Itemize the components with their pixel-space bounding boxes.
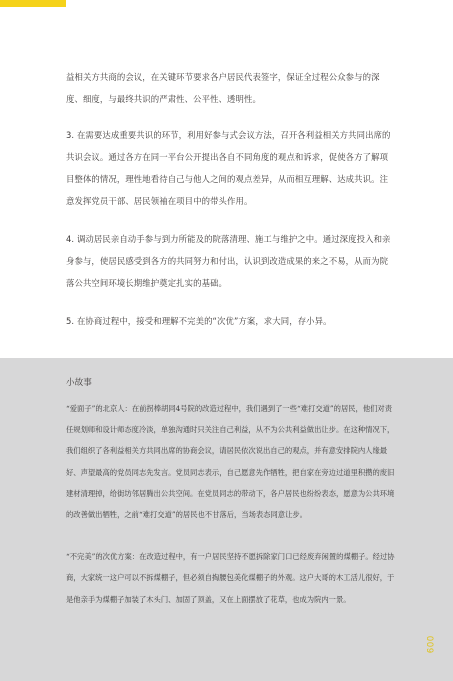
paragraph-item-5: 5. 在协商过程中，接受和理解不完美的“次优”方案，求大同，存小异。 (66, 316, 332, 326)
header-accent-bar (0, 0, 66, 7)
story-panel (0, 358, 453, 681)
paragraph-item-4: 4. 调动居民亲自动手参与到力所能及的院落清理、施工与维护之中。通过深度投入和亲身参与，使居民感受到各方的共同努力和付出，认识到改造成果的来之不易，从而为院落公共空间环境长期维护奠定扎实的基础。 (66, 234, 391, 288)
story-paragraph-2: “不完美”的次优方案：在改造过程中，有一户居民坚持不愿拆除家门口已经废弃闲置的煤棚子。经过协商，大家统一这户可以不拆煤棚子，但必须自掏腰包美化煤棚子的外观。这户大哥的木工活儿很好，于是他亲手为煤棚子加装了木头门、加固了顶盖，又在上面摆放了花草，也成为院内一景。 (66, 552, 395, 604)
story-text (66, 398, 396, 631)
story-title: 小故事 (66, 378, 92, 388)
paragraph-continued: 益相关方共商的会议，在关键环节要求各户居民代表签字，保证全过程公众参与的深度、细度，与最终共识的严肃性、公平性、透明性。 (66, 72, 380, 104)
page-number: 009 (425, 635, 435, 654)
story-paragraph-1: “爱面子”的北京人：在前拐棒胡同4号院的改造过程中，我们遇到了一些“难打交道”的居民，他们对责任规划师和设计师态度冷淡，单独沟通时只关注自己利益，从不为公共利益做出让步。在这种情况下，我们组织了各利益相关方共同出席的协商会议，请居民依次说出自己的观点，并有意安排院内人缘最好、声望最高的党员同志先发言。党员同志表示，自己愿意先作牺牲，把自家在旁边过道里积攒的废旧建材清理掉，给街坊邻居腾出公共空间。在党员同志的带动下，各户居民也纷纷表态，愿意为公共环境的改善做出牺牲，之前“难打交道”的居民也不甘落后，当场表态同意让步。 (66, 404, 395, 520)
main-text (66, 66, 396, 348)
paragraph-item-3: 3. 在需要达成重要共识的环节，利用好参与式会议方法，召开各利益相关方共同出席的共识会议。通过各方在同一平台公开提出各自不同角度的观点和诉求，促使各方了解项目整体的情况，理性地看待自己与他人之间的观点差异，从而相互理解、达成共识。注意发挥党员干部、居民领袖在项目中的带头作用。 (66, 130, 391, 206)
